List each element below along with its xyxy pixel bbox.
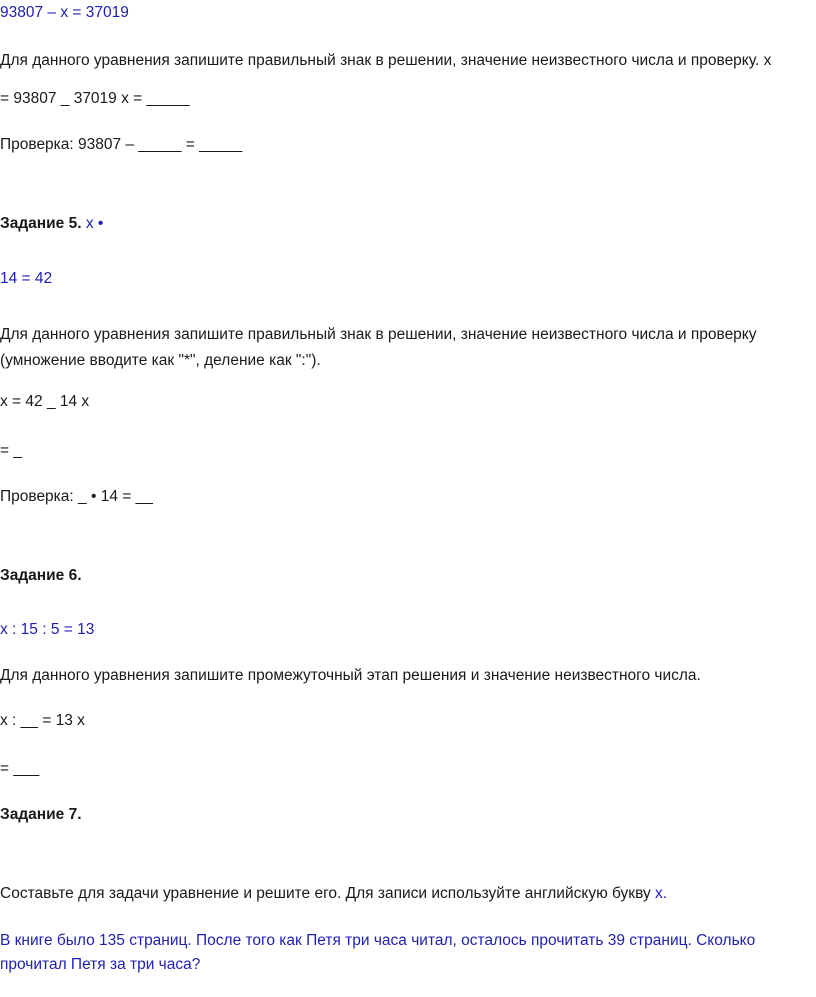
task7-problem-line1: В книге было 135 страниц. После того как Петя три часа читал, осталось прочитать 39 страниц. Сколько	[0, 932, 756, 949]
task4-instruction: Для данного уравнения запишите правильный знак в решении, значение неизвестного числа и проверку. x	[0, 52, 772, 69]
task6-instruction: Для данного уравнения запишите промежуточный этап решения и значение неизвестного числа.	[0, 667, 701, 684]
task5-solution-line1: x = 42 _ 14 x	[0, 393, 90, 410]
task4-check: Проверка: 93807 – _____ = _____	[0, 136, 243, 153]
task7-instruction	[0, 884, 667, 904]
task6-heading: Задание 6.	[0, 567, 82, 584]
task6-solution-line1: x : __ = 13 x	[0, 712, 85, 729]
task6-equation: x : 15 : 5 = 13	[0, 621, 95, 638]
task5-check: Проверка: _ • 14 = __	[0, 488, 153, 505]
task4-equation: 93807 – x = 37019	[0, 4, 129, 21]
task5-heading: Задание 5.	[0, 215, 82, 232]
task4-solution: = 93807 _ 37019 x = _____	[0, 90, 190, 107]
task7-heading: Задание 7.	[0, 806, 82, 823]
task5-equation: 14 = 42	[0, 270, 53, 287]
task5-instruction-line2: (умножение вводите как "*", деление как ":").	[0, 352, 321, 369]
task7-instruction-text: Составьте для задачи уравнение и решите его. Для записи используйте английскую букву	[0, 885, 656, 902]
task7-problem-line2: прочитал Петя за три часа?	[0, 956, 201, 973]
task7-instruction-letter: x.	[655, 885, 668, 902]
task5-solution-line2: = _	[0, 442, 22, 459]
task5-instruction-line1: Для данного уравнения запишите правильный знак в решении, значение неизвестного числа и проверку	[0, 326, 757, 343]
task6-solution-line2: = ___	[0, 760, 40, 777]
task5-heading-row	[0, 214, 103, 234]
task5-heading-expr: x •	[85, 215, 104, 232]
